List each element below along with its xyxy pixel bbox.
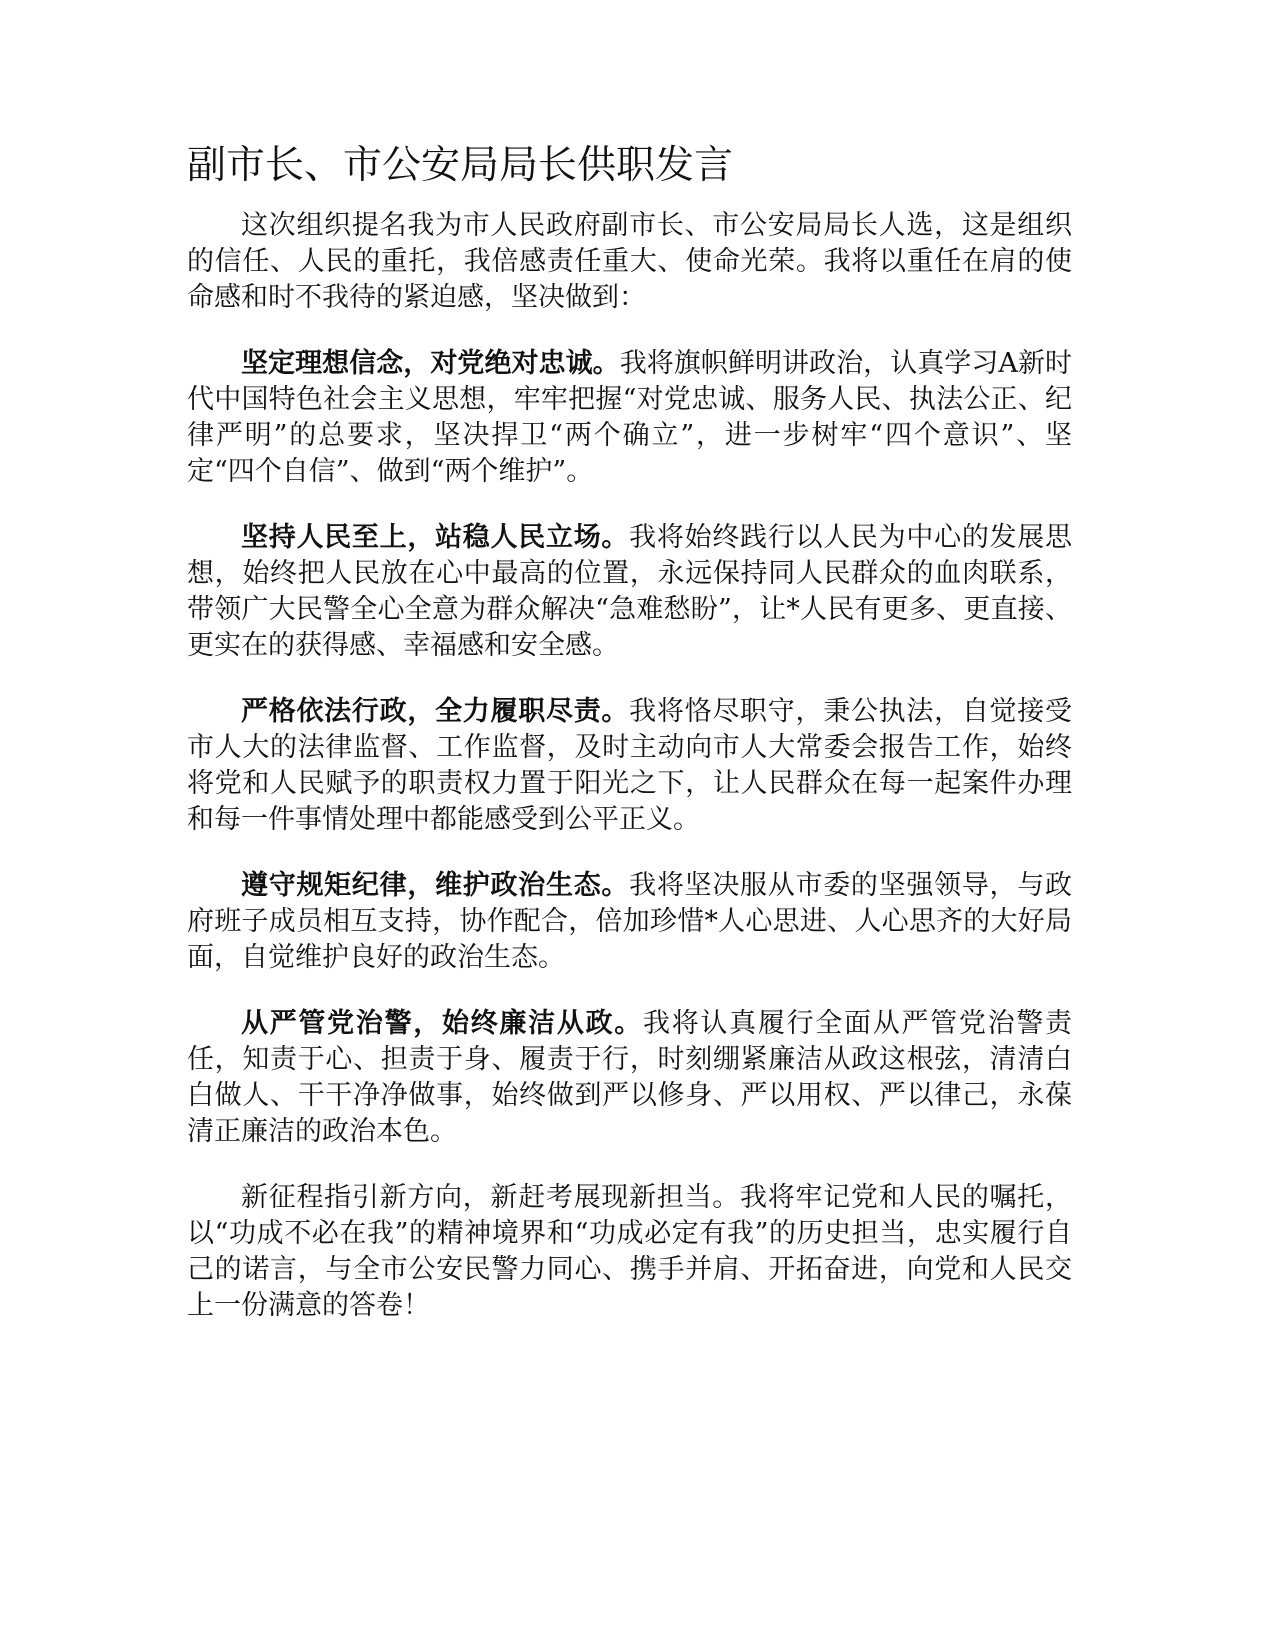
section-heading: 坚持人民至上，站稳人民立场。 [241, 522, 630, 553]
section-paragraph-people [187, 520, 1072, 664]
section-paragraph-discipline [187, 868, 1072, 976]
section-text: 我将始终践行以人民为中心的发展思想，始终把人民放在心中最高的位置，永远保持同人民群众的血肉联系，带领广大民警全心全意为群众解决“急难愁盼”，让*人民有更多、更直接、更实在的获得感、幸福感和安全感。 [187, 522, 1073, 661]
section-heading: 坚定理想信念，对党绝对忠诚。 [241, 348, 620, 379]
section-paragraph-integrity [187, 1006, 1072, 1150]
section-text: 我将认真履行全面从严管党治警责任，知责于心、担责于身、履责于行，时刻绷紧廉洁从政这根弦，清清白白做人、干干净净做事，始终做到严以修身、严以用权、严以律己，永葆清正廉洁的政治本色。 [187, 1008, 1072, 1147]
section-text: 我将恪尽职守，秉公执法，自觉接受市人大的法律监督、工作监督，及时主动向市人大常委会报告工作，始终将党和人民赋予的职责权力置于阳光之下，让人民群众在每一起案件办理和每一件事情处理中都能感受到公平正义。 [187, 696, 1073, 835]
section-paragraph-loyalty [187, 346, 1072, 490]
section-paragraph-law [187, 694, 1072, 838]
section-heading: 从严管党治警，始终廉洁从政。 [241, 1008, 643, 1039]
intro-paragraph: 这次组织提名我为市人民政府副市长、市公安局局长人选，这是组织的信任、人民的重托，我倍感责任重大、使命光荣。我将以重任在肩的使命感和时不我待的紧迫感，坚决做到： [187, 210, 1072, 313]
section-heading: 严格依法行政，全力履职尽责。 [241, 696, 630, 727]
document-title: 副市长、市公安局局长供职发言 [187, 143, 734, 188]
section-heading: 遵守规矩纪律，维护政治生态。 [241, 870, 630, 901]
document-body [187, 140, 1072, 1354]
section-text: 我将旗帜鲜明讲政治，认真学习A新时代中国特色社会主义思想，牢牢把握“对党忠诚、服务人民、执法公正、纪律严明”的总要求，坚决捍卫“两个确立”，进一步树牢“四个意识”、坚定“四个自信”、做到“两个维护”。 [187, 348, 1073, 487]
section-text: 我将坚决服从市委的坚强领导，与政府班子成员相互支持，协作配合，倍加珍惜*人心思进、人心思齐的大好局面，自觉维护良好的政治生态。 [187, 870, 1073, 973]
closing-paragraph: 新征程指引新方向，新赶考展现新担当。我将牢记党和人民的嘱托，以“功成不必在我”的精神境界和“功成必定有我”的历史担当，忠实履行自己的诺言，与全市公安民警力同心、携手并肩、开拓奋进，向党和人民交上一份满意的答卷！ [187, 1182, 1072, 1321]
